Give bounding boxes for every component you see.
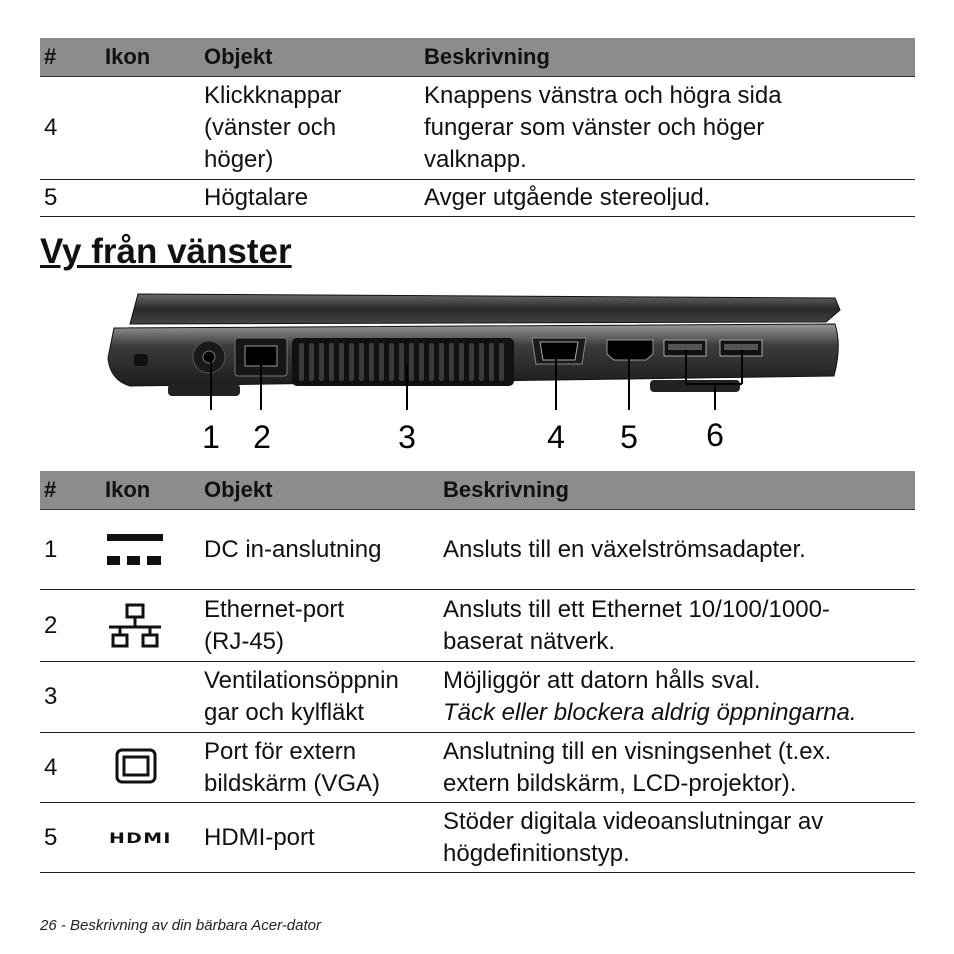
row-icon bbox=[105, 590, 204, 662]
callout-6: 6 bbox=[706, 417, 724, 453]
object-line: (vänster och bbox=[204, 114, 337, 141]
row-description bbox=[443, 590, 915, 662]
desc-line: valknapp. bbox=[424, 146, 527, 173]
desc-line: Knappens vänstra och högra sida bbox=[424, 82, 782, 109]
table-row bbox=[40, 77, 915, 180]
object-line: Klickknappar bbox=[204, 82, 342, 109]
row-num: 1 bbox=[40, 510, 105, 590]
row-num: 5 bbox=[40, 803, 105, 873]
section-heading: Vy från vänster bbox=[40, 232, 292, 271]
row-object bbox=[204, 662, 443, 733]
header-object: Objekt bbox=[204, 471, 443, 510]
row-description bbox=[443, 662, 915, 733]
header-icon: Ikon bbox=[105, 471, 204, 510]
desc-line: Avger utgående stereoljud. bbox=[424, 184, 711, 211]
callout-5: 5 bbox=[620, 419, 638, 455]
desc-line: baserat nätverk. bbox=[443, 627, 616, 655]
row-object bbox=[204, 733, 443, 803]
row-description bbox=[424, 77, 915, 180]
desc-line: Stöder digitala videoanslutningar av bbox=[443, 807, 824, 835]
row-object bbox=[204, 803, 443, 873]
laptop-left-side-figure bbox=[100, 288, 845, 460]
warning-line: Täck eller blockera aldrig öppningarna. bbox=[443, 699, 857, 726]
object-line: Ethernet-port bbox=[204, 595, 345, 623]
ethernet-icon bbox=[105, 603, 165, 649]
callout-4: 4 bbox=[547, 419, 565, 455]
callout-1: 1 bbox=[202, 419, 220, 455]
row-object bbox=[204, 77, 424, 180]
table-row bbox=[40, 733, 915, 803]
header-num: # bbox=[40, 471, 105, 510]
table-row bbox=[40, 590, 915, 662]
row-num: 4 bbox=[40, 77, 105, 180]
header-num: # bbox=[40, 38, 105, 77]
row-object bbox=[204, 590, 443, 662]
dc-in-icon bbox=[105, 532, 165, 568]
table-row bbox=[40, 180, 915, 217]
row-description bbox=[443, 510, 915, 590]
row-description bbox=[443, 803, 915, 873]
table-row bbox=[40, 510, 915, 590]
callout-2: 2 bbox=[253, 419, 271, 455]
header-description: Beskrivning bbox=[443, 471, 915, 510]
object-line: HDMI-port bbox=[204, 823, 315, 851]
desc-line: fungerar som vänster och höger bbox=[424, 114, 765, 141]
table-bottom bbox=[40, 471, 915, 873]
table-row bbox=[40, 803, 915, 873]
row-description bbox=[443, 733, 915, 803]
object-line: Högtalare bbox=[204, 184, 309, 211]
desc-line: Anslutning till en visningsenhet (t.ex. bbox=[443, 737, 832, 765]
object-line: Ventilationsöppnin bbox=[204, 667, 399, 694]
hdmi-icon: HDMI bbox=[109, 831, 172, 847]
header-object: Objekt bbox=[204, 38, 424, 77]
vent-slots bbox=[299, 343, 504, 381]
table-top bbox=[40, 38, 915, 217]
row-description bbox=[424, 180, 915, 217]
table-header-row bbox=[40, 38, 915, 77]
desc-line: extern bildskärm, LCD-projektor). bbox=[443, 769, 797, 797]
row-icon bbox=[105, 77, 204, 180]
object-line: bildskärm (VGA) bbox=[204, 769, 381, 797]
object-line: höger) bbox=[204, 146, 274, 173]
row-object bbox=[204, 510, 443, 590]
page-footer: 26 - Beskrivning av din bärbara Acer-dator bbox=[40, 917, 321, 934]
object-line: (RJ-45) bbox=[204, 627, 285, 655]
table-header-row bbox=[40, 471, 915, 510]
object-line: gar och kylfläkt bbox=[204, 699, 365, 726]
row-object bbox=[204, 180, 424, 217]
row-num: 2 bbox=[40, 590, 105, 662]
row-num: 5 bbox=[40, 180, 105, 217]
row-num: 3 bbox=[40, 662, 105, 733]
row-icon bbox=[105, 733, 204, 803]
object-line: DC in-anslutning bbox=[204, 535, 382, 563]
row-icon bbox=[105, 510, 204, 590]
object-line: Port för extern bbox=[204, 737, 357, 765]
vga-icon bbox=[115, 748, 175, 788]
desc-line: Möjliggör att datorn hålls sval. bbox=[443, 667, 761, 694]
desc-line: högdefinitionstyp. bbox=[443, 839, 630, 867]
header-icon: Ikon bbox=[105, 38, 204, 77]
desc-line: Ansluts till en växelströmsadapter. bbox=[443, 535, 806, 563]
callout-3: 3 bbox=[398, 419, 416, 455]
row-num: 4 bbox=[40, 733, 105, 803]
desc-line: Ansluts till ett Ethernet 10/100/1000- bbox=[443, 595, 830, 623]
header-description: Beskrivning bbox=[424, 38, 915, 77]
row-icon bbox=[105, 180, 204, 217]
table-row bbox=[40, 662, 915, 733]
row-icon bbox=[105, 803, 204, 873]
row-icon bbox=[105, 662, 204, 733]
